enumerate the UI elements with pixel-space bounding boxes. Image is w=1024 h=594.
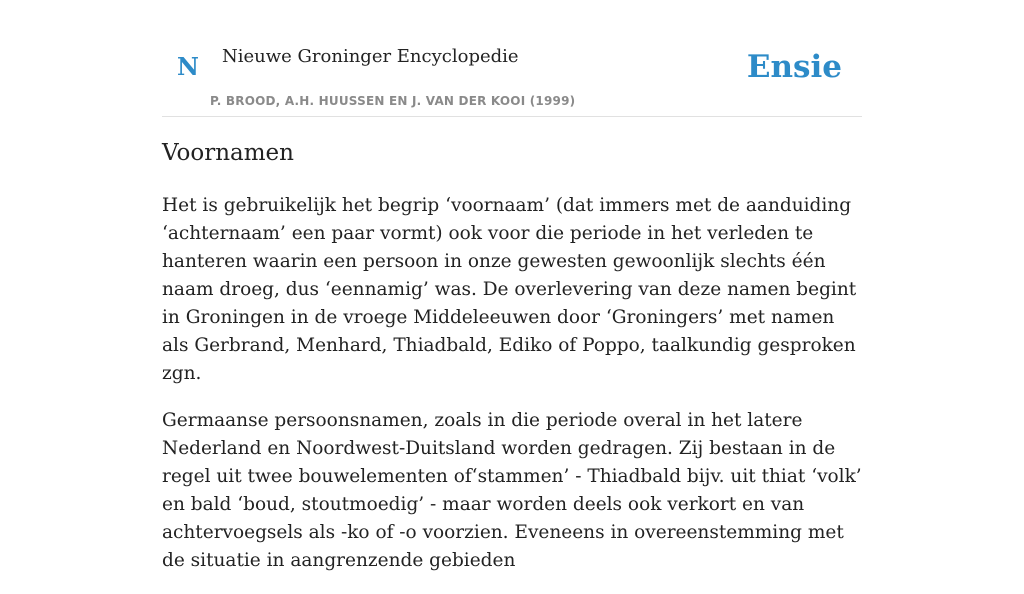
article-paragraph: Germaanse persoonsnamen, zoals in die periode overal in het latere Nederland en Noordwest-Duitsland worden gedragen. Zij bestaan in de regel uit twee bouwelementen of‘stammen’ - Thiadbald bijv. uit thiat ‘volk’ en bald ‘boud, stoutmoedig’ - maar worden deels ook verkort en van achtervoegsels als -ko of -o voorzien. Eveneens in overeenstemming met de situatie in aangrenzende gebieden: [162, 410, 862, 571]
article-paragraph: Het is gebruikelijk het begrip ‘voornaam’ (dat immers met de aanduiding ‘achternaam’ een paar vormt) ook voor die periode in het verleden te hanteren waarin een persoon in onze gewesten gewoonlijk slechts één naam droeg, dus ‘eennamig’ was. De overlevering van deze namen begint in Groningen in de vroege Middeleeuwen door ‘Groningers’ met namen als Gerbrand, Menhard, Thiadbald, Ediko of Poppo, taalkundig gesproken zgn.: [162, 195, 857, 384]
article-body: [162, 192, 866, 594]
encyclopedia-logo[interactable]: N: [177, 52, 199, 81]
book-title[interactable]: Nieuwe Groninger Encyclopedie: [222, 46, 519, 67]
ensie-logo[interactable]: Ensie: [746, 49, 842, 85]
site-header: [162, 0, 862, 117]
article-title: Voornamen: [162, 140, 294, 166]
book-authors: P. BROOD, A.H. HUUSSEN EN J. VAN DER KOOI (1999): [210, 94, 576, 108]
